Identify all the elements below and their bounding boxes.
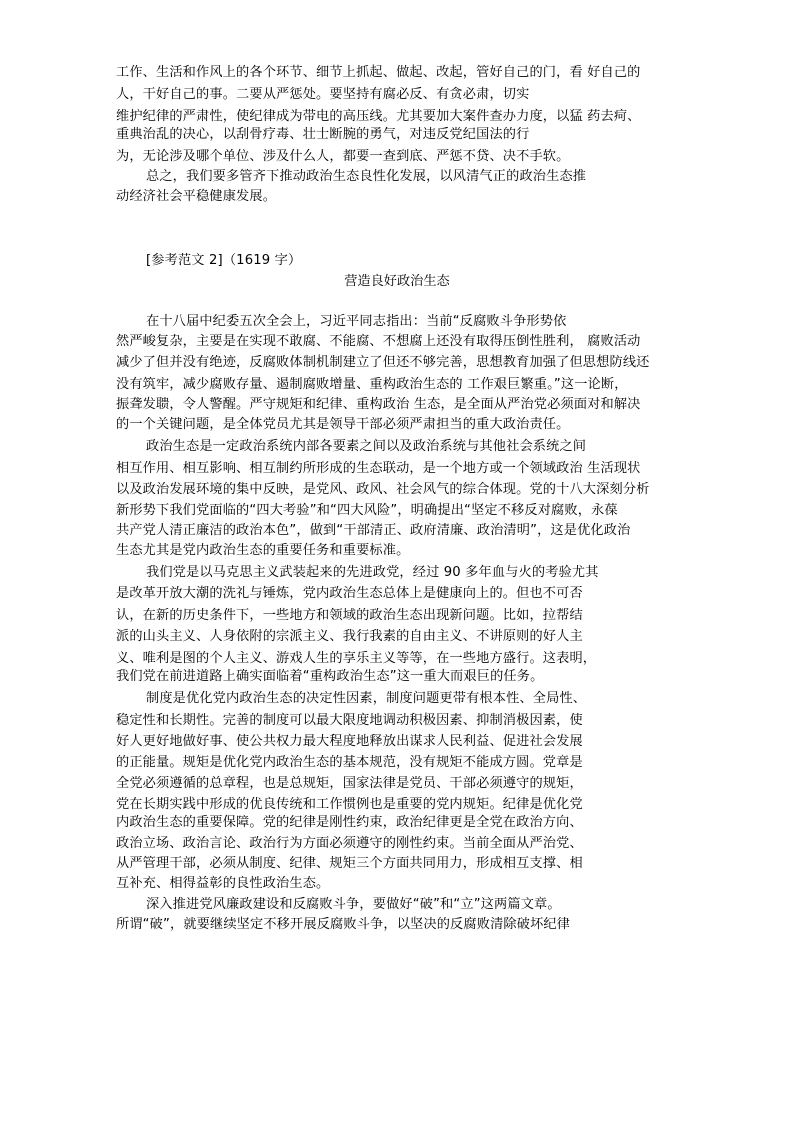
essay-title: 营造良好政治生态	[344, 274, 450, 289]
body-line: 是改革开放大潮的洗礼与锤炼，党内政治生态总体上是健康向上的。但也不可否	[116, 586, 583, 601]
body-line: 的一个关键问题，是全体党员尤其是领导干部必须严肃担当的重大政治责任。	[116, 417, 570, 432]
body-line: 生态尤其是党内政治生态的重要任务和重要标准。	[116, 543, 410, 558]
body-line: 全党必须遵循的总章程，也是总规矩，国家法律是党员、干部必须遵守的规矩，	[116, 776, 583, 791]
body-line: 内政治生态的重要保障。党的纪律是刚性约束，政治纪律更是全党在政治方向、	[116, 815, 583, 830]
top-line: 工作、生活和作风上的各个环节、细节上抓起、做起、改起，管好自己的门，看 好自己的	[116, 65, 641, 80]
body-line: 稳定性和长期性。完善的制度可以最大限度地调动积极因素、抑制消极因素，使	[116, 713, 583, 728]
body-line: 所谓“破”，就要继续坚定不移开展反腐败斗争，以坚决的反腐败清除破坏纪律	[116, 917, 571, 932]
body-line: 新形势下我们党面临的“四大考验”和“四大风险”，明确提出“坚定不移反对腐败，永葆	[116, 503, 618, 518]
body-line: 然严峻复杂，主要是在实现不敢腐、不能腐、不想腐上还没有取得压倒性胜利， 腐败活动	[116, 334, 641, 349]
top-line: 总之，我们要多管齐下推动政治生态良性化发展，以风清气正的政治生态推	[146, 169, 587, 184]
body-line: 政治立场、政治言论、政治行为方面必须遵守的刚性约束。当前全面从严治党、	[116, 836, 583, 851]
top-line: 为，无论涉及哪个单位、涉及什么人，都要一查到底、严惩不贷、决不手软。	[116, 149, 570, 164]
body-line: 振聋发聩，令人警醒。严守规矩和纪律、重构政治 生态，是全面从严治党必须面对和解决	[116, 397, 641, 412]
body-line: 减少了但并没有绝迹，反腐败体制机制建立了但还不够完善，思想教育加强了但思想防线还	[116, 355, 650, 370]
body-line: 政治生态是一定政治系统内部各要素之间以及政治系统与其他社会系统之间	[146, 439, 587, 454]
top-line: 重典治乱的决心，以刮骨疗毒、壮士断腕的勇气，对违反党纪国法的行	[116, 127, 530, 142]
body-line: 以及政治发展环境的集中反映，是党风、政风、社会风气的综合体现。党的十八大深刻分析	[116, 482, 650, 497]
body-line: 我们党是以马克思主义武装起来的先进政党，经过 90 多年血与火的考验尤其	[146, 565, 599, 580]
body-line: 从严管理干部，必须从制度、纪律、规矩三个方面共同用力，形成相互支撑、相	[116, 856, 583, 871]
reference-label: [参考范文 2]（1619 字）	[146, 253, 302, 268]
body-line: 互补充、相得益彰的良性政治生态。	[116, 876, 330, 891]
body-line: 派的山头主义、人身依附的宗派主义、我行我素的自由主义、不讲原则的好人主	[116, 629, 583, 644]
top-line: 动经济社会平稳健康发展。	[116, 189, 277, 204]
body-line: 党在长期实践中形成的优良传统和工作惯例也是重要的党内规矩。纪律是优化党	[116, 797, 583, 812]
body-line: 在十八届中纪委五次全会上，习近平同志指出：当前“反腐败斗争形势依	[146, 314, 567, 329]
body-line: 认，在新的历史条件下，一些地方和领域的政治生态出现新问题。比如，拉帮结	[116, 608, 583, 623]
body-line: 好人更好地做好事、使公共权力最大程度地释放出谋求人民利益、促进社会发展	[116, 734, 583, 749]
body-line: 相互作用、相互影响、相互制约所形成的生态联动，是一个地方或一个领域政治 生活现状	[116, 461, 641, 476]
body-line: 的正能量。规矩是优化党内政治生态的基本规范，没有规矩不能成方圆。党章是	[116, 755, 583, 770]
body-line: 共产党人清正廉洁的政治本色”，做到“干部清正、政府清廉、政治清明”，这是优化政治	[116, 523, 631, 538]
body-line: 义、唯利是图的个人主义、游戏人生的享乐主义等等，在一些地方盛行。这表明，	[116, 651, 597, 666]
body-line: 没有筑牢，减少腐败存量、遏制腐败增量、重构政治生态的 工作艰巨繁重。”这一论断，	[116, 377, 628, 392]
top-line: 维护纪律的严肃性，使纪律成为带电的高压线。尤其要加大案件查办力度，以猛 药去疴、	[116, 109, 641, 124]
body-line: 制度是优化党内政治生态的决定性因素，制度问题更带有根本性、全局性、	[146, 691, 587, 706]
body-line: 深入推进党风廉政建设和反腐败斗争，要做好“破”和“立”这两篇文章。	[146, 897, 561, 912]
top-line: 人，干好自己的事。二要从严惩处。要坚持有腐必反、有贪必肃，切实	[116, 87, 530, 102]
body-line: 我们党在前进道路上确实面临着“重构政治生态”这一重大而艰巨的任务。	[116, 669, 544, 684]
